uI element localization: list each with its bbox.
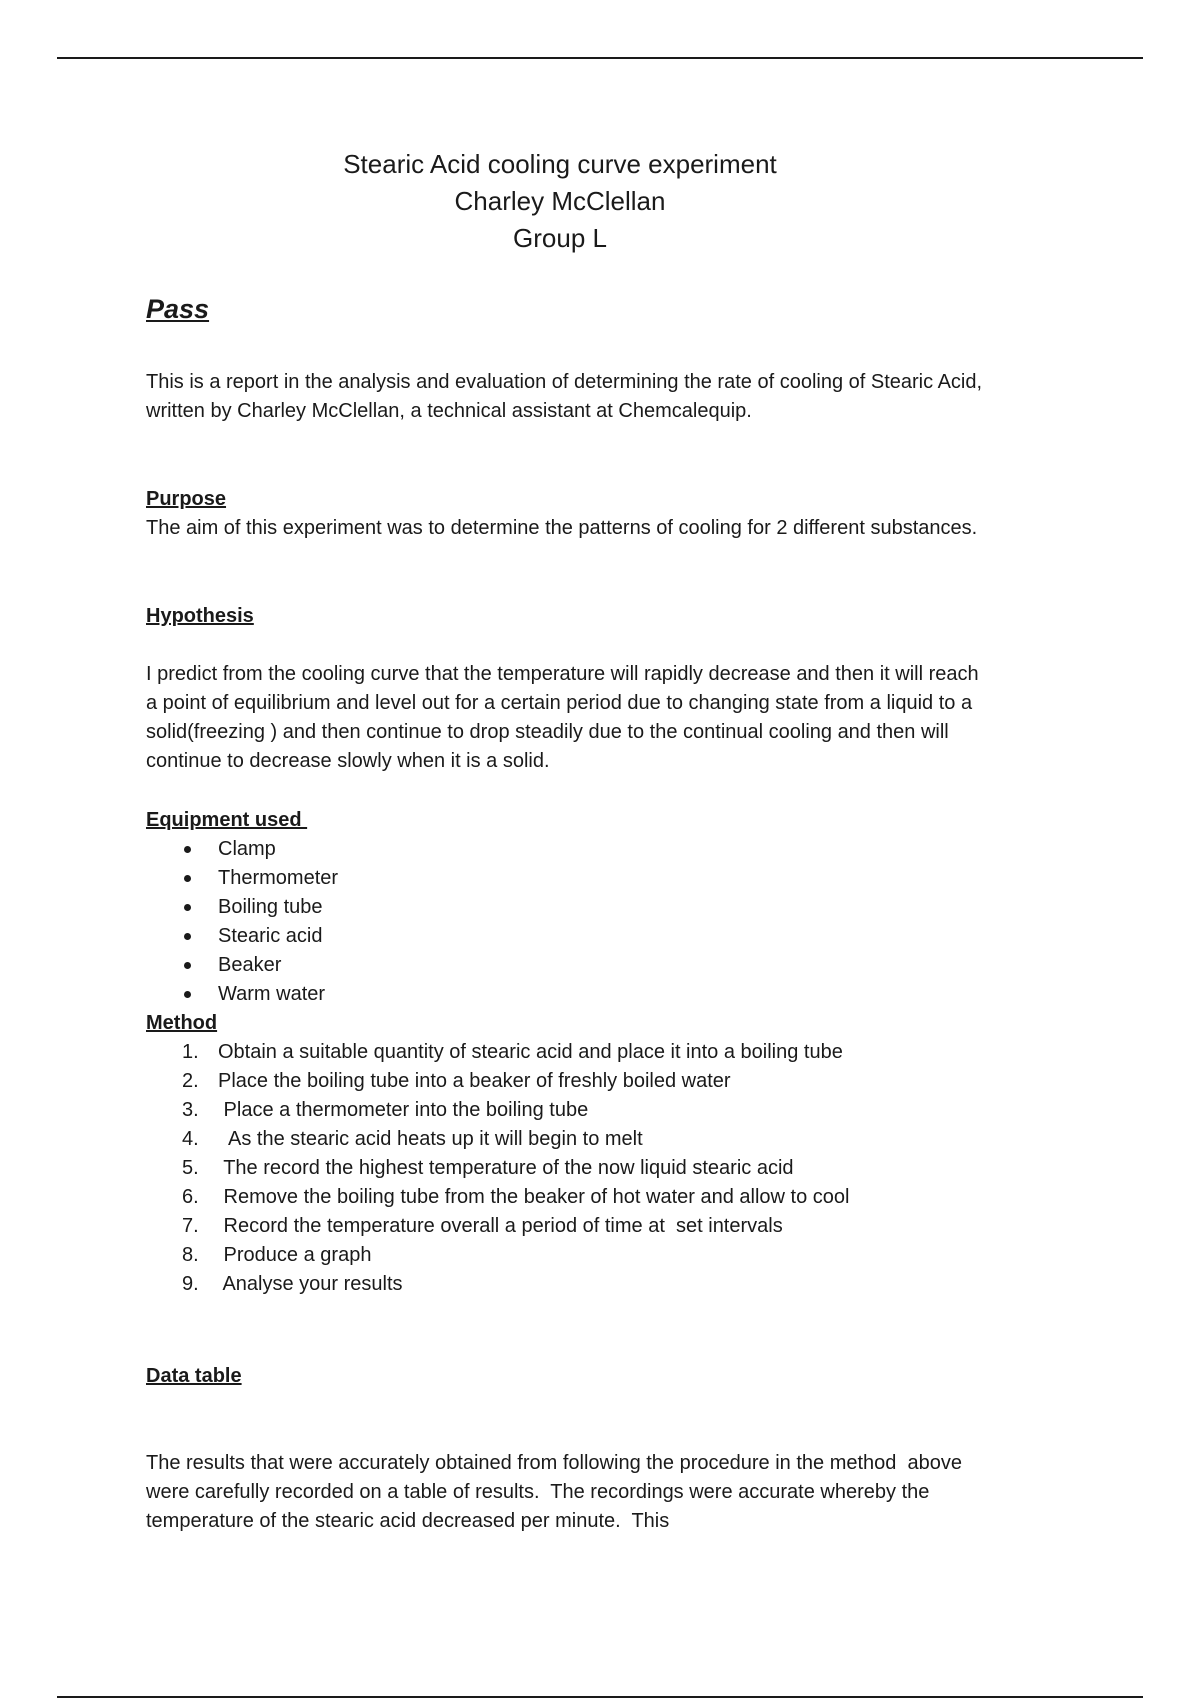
method-step-number: 8. — [182, 1244, 199, 1266]
method-step-number: 6. — [182, 1186, 199, 1208]
method-step-number: 7. — [182, 1215, 199, 1237]
equipment-item: Clamp — [146, 835, 986, 864]
equipment-heading — [146, 806, 986, 835]
method-step-number: 1. — [182, 1041, 199, 1063]
method-step-number: 5. — [182, 1157, 199, 1179]
method-step-text: Record the temperature overall a period of time at set intervals — [218, 1215, 783, 1237]
equipment-item: Thermometer — [146, 864, 986, 893]
method-step-text: The record the highest temperature of the now liquid stearic acid — [218, 1157, 794, 1179]
report-title: Stearic Acid cooling curve experiment — [343, 149, 777, 179]
method-step-text: As the stearic acid heats up it will begin to melt — [218, 1128, 643, 1150]
equipment-section — [146, 806, 986, 1299]
equipment-list — [146, 835, 986, 1009]
hypothesis-paragraph: I predict from the cooling curve that the temperature will rapidly decrease and then it will reach a point of equilibrium and level out for a certain period due to changing state from a liquid to a solid(freezing ) and then continue to drop steadily due to the continual cooling and then will continue to decrease slowly when it is a solid. — [146, 663, 979, 772]
method-step — [146, 1212, 986, 1241]
method-step-text: Remove the boiling tube from the beaker of hot water and allow to cool — [218, 1186, 850, 1208]
data-table-section — [146, 1362, 986, 1391]
method-step — [146, 1183, 986, 1212]
data-table-paragraph: The results that were accurately obtained from following the procedure in the method above were carefully recorded on a table of results. The recordings were accurate whereby the temperature of the stearic acid decreased per minute. This — [146, 1452, 968, 1532]
method-step-number: 9. — [182, 1273, 199, 1295]
purpose-paragraph: The aim of this experiment was to determine the patterns of cooling for 2 different substances. — [146, 517, 978, 539]
method-step-text: Obtain a suitable quantity of stearic acid and place it into a boiling tube — [218, 1041, 843, 1063]
hypothesis-body — [146, 660, 986, 776]
title-block — [190, 146, 930, 257]
method-step — [146, 1154, 986, 1183]
method-step-number: 4. — [182, 1128, 199, 1150]
data-table-heading: Data table — [146, 1365, 242, 1387]
method-step — [146, 1125, 986, 1154]
method-list — [146, 1038, 986, 1299]
report-author: Charley McClellan — [454, 186, 666, 216]
hypothesis-section — [146, 602, 986, 631]
data-table-body — [146, 1449, 986, 1536]
method-step-number: 3. — [182, 1099, 199, 1121]
method-step — [146, 1067, 986, 1096]
hypothesis-heading: Hypothesis — [146, 605, 254, 627]
method-step-text: Produce a graph — [218, 1244, 372, 1266]
intro-paragraph: This is a report in the analysis and evaluation of determining the rate of cooling of Stearic Acid, written by Charley McClellan, a technical assistant at Chemcalequip. — [146, 371, 983, 422]
method-step — [146, 1270, 986, 1299]
purpose-heading: Purpose — [146, 488, 227, 510]
equipment-item: Beaker — [146, 951, 986, 980]
bottom-rule — [57, 1696, 1143, 1698]
method-step-number: 2. — [182, 1070, 199, 1092]
equipment-item: Boiling tube — [146, 893, 986, 922]
method-step — [146, 1096, 986, 1125]
equipment-heading-text: Equipment used — [146, 809, 308, 831]
purpose-section — [146, 485, 986, 543]
equipment-item: Warm water — [146, 980, 986, 1009]
method-step — [146, 1241, 986, 1270]
equipment-item: Stearic acid — [146, 922, 986, 951]
grade-label: Pass — [146, 294, 210, 324]
method-step — [146, 1038, 986, 1067]
intro-section — [146, 368, 986, 426]
method-step-text: Place a thermometer into the boiling tube — [218, 1099, 589, 1121]
method-heading: Method — [146, 1012, 218, 1034]
report-group: Group L — [513, 223, 607, 253]
method-step-text: Place the boiling tube into a beaker of freshly boiled water — [218, 1070, 731, 1092]
method-step-text: Analyse your results — [218, 1273, 403, 1295]
